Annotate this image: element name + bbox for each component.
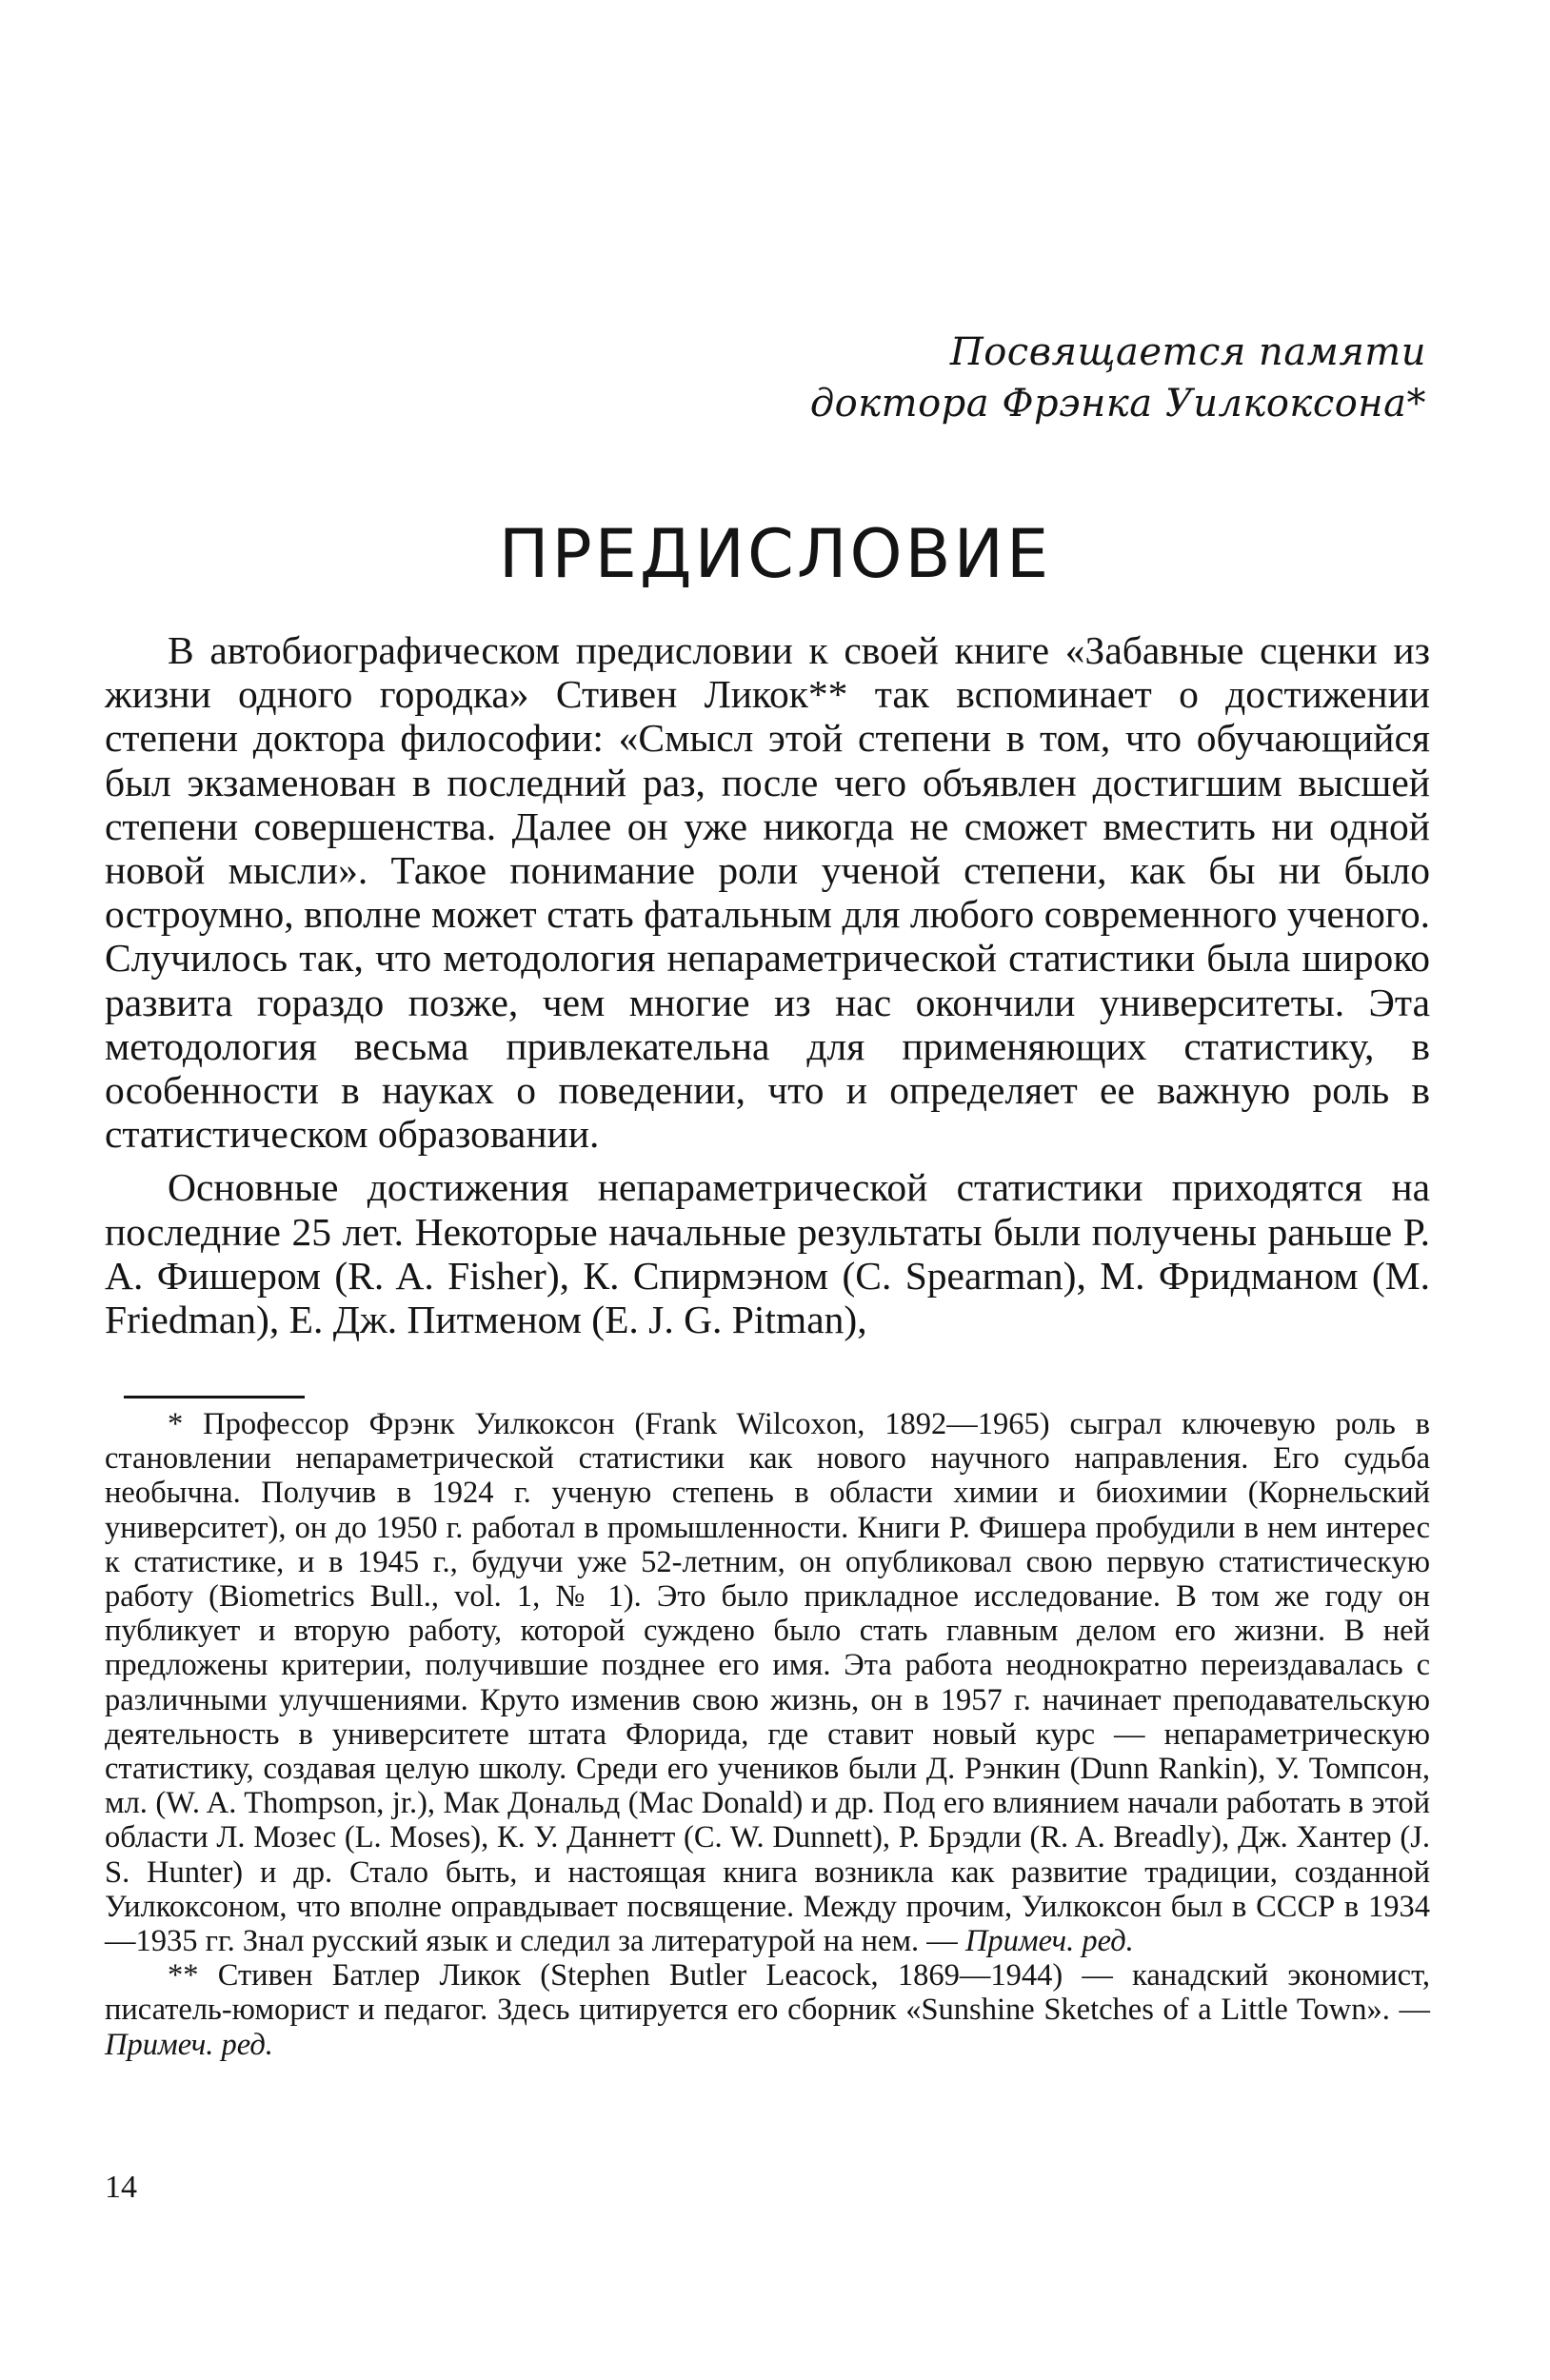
page-title: ПРЕДИСЛОВИЕ: [498, 515, 1052, 593]
footnote-2-note: Примеч. ред.: [105, 2027, 273, 2062]
footnote-2-text: ** Стивен Батлер Ликок (Stephen Butler Leacock, 1869—1944) — канадский экономист, писатель-юморист и педагог. Здесь цитируется его сборник «Sunshine Sketches of a Little Town». —: [105, 1958, 1430, 2028]
footnotes: [105, 1407, 1430, 2062]
dedication-line-2: доктора Фрэнка Уилкоксона*: [809, 382, 1426, 426]
main-text: [105, 628, 1430, 1341]
footnote-2: [105, 1958, 1430, 2062]
paragraph-1-text: В автобиографическом предисловии к своей книге «Забавные сценки из жизни одного городка» Стивен Ликок** так вспоминает о достижении степени доктора философии: «Смысл этой степени в том, что обучающийся был экзаменован в последний раз, после чего объявлен достигшим высшей степени совершенства. Далее он уже никогда не сможет вместить ни одной новой мысли». Такое понимание роли ученой степени, как бы ни было остроумно, вполне может стать фатальным для любого современного ученого. Случилось так, что методология непараметрической статистики была широко развита гораздо позже, чем многие из нас окончили университеты. Эта методология весьма привлекательна для применяющих статистику, в особенности в науках о поведении, что и определяет ее важную роль в статистическом образовании.: [105, 628, 1430, 1157]
footnote-divider: [124, 1396, 305, 1398]
footnote-1: [105, 1407, 1430, 1958]
paragraph-2: [105, 1165, 1430, 1341]
paragraph-1: [105, 628, 1430, 1156]
page-number: 14: [105, 2170, 137, 2205]
footnote-1-text: * Профессор Фрэнк Уилкоксон (Frank Wilcoxon, 1892—1965) сыграл ключевую роль в становлении непараметрической статистики как нового научного направления. Его судьба необычна. Получив в 1924 г. ученую степень в области химии и биохимии (Корнельский университет), он до 1950 г. работал в промышленности. Книги Р. Фишера пробудили в нем интерес к статистике, и в 1945 г., будучи уже 52-летним, он опубликовал свою первую статистическую работу (Biometrics Bull., vol. 1, № 1). Это было прикладное исследование. В том же году он публикует и вторую работу, которой суждено было стать главным делом его жизни. В ней предложены критерии, получившие позднее его имя. Эта работа неоднократно переиздавалась с различными улучшениями. Круто изменив свою жизнь, он в 1957 г. начинает преподавательскую деятельность в университете штата Флорида, где ставит новый курс — непараметрическую статистику, создавая целую школу. Среди его учеников были Д. Рэнкин (Dunn Rankin), У. Томпсон, мл. (W. A. Thompson, jr.), Мак Дональд (Mac Donald) и др. Под его влиянием начали работать в этой области Л. Мозес (L. Moses), К. У. Даннетт (C. W. Dunnett), Р. Брэдли (R. A. Breadly), Дж. Хантер (J. S. Hunter) и др. Стало быть, и настоящая книга возникла как развитие традиции, созданной Уилкоксоном, что вполне оправдывает посвящение. Между прочим, Уилкоксон был в СССР в 1934—1935 гг. Знал русский язык и следил за литературой на нем. —: [105, 1407, 1430, 1959]
dedication-line-1: Посвящается памяти: [949, 330, 1426, 374]
dedication: [569, 327, 1426, 429]
footnote-1-note: Примеч. ред.: [964, 1924, 1134, 1959]
paragraph-2-text: Основные достижения непараметрической статистики приходятся на последние 25 лет. Некоторые начальные результаты были получены раньше Р. А. Фишером (R. A. Fisher), К. Спирмэном (C. Spearman), М. Фридманом (M. Friedman), Е. Дж. Питменом (E. J. G. Pitman),: [105, 1165, 1430, 1342]
